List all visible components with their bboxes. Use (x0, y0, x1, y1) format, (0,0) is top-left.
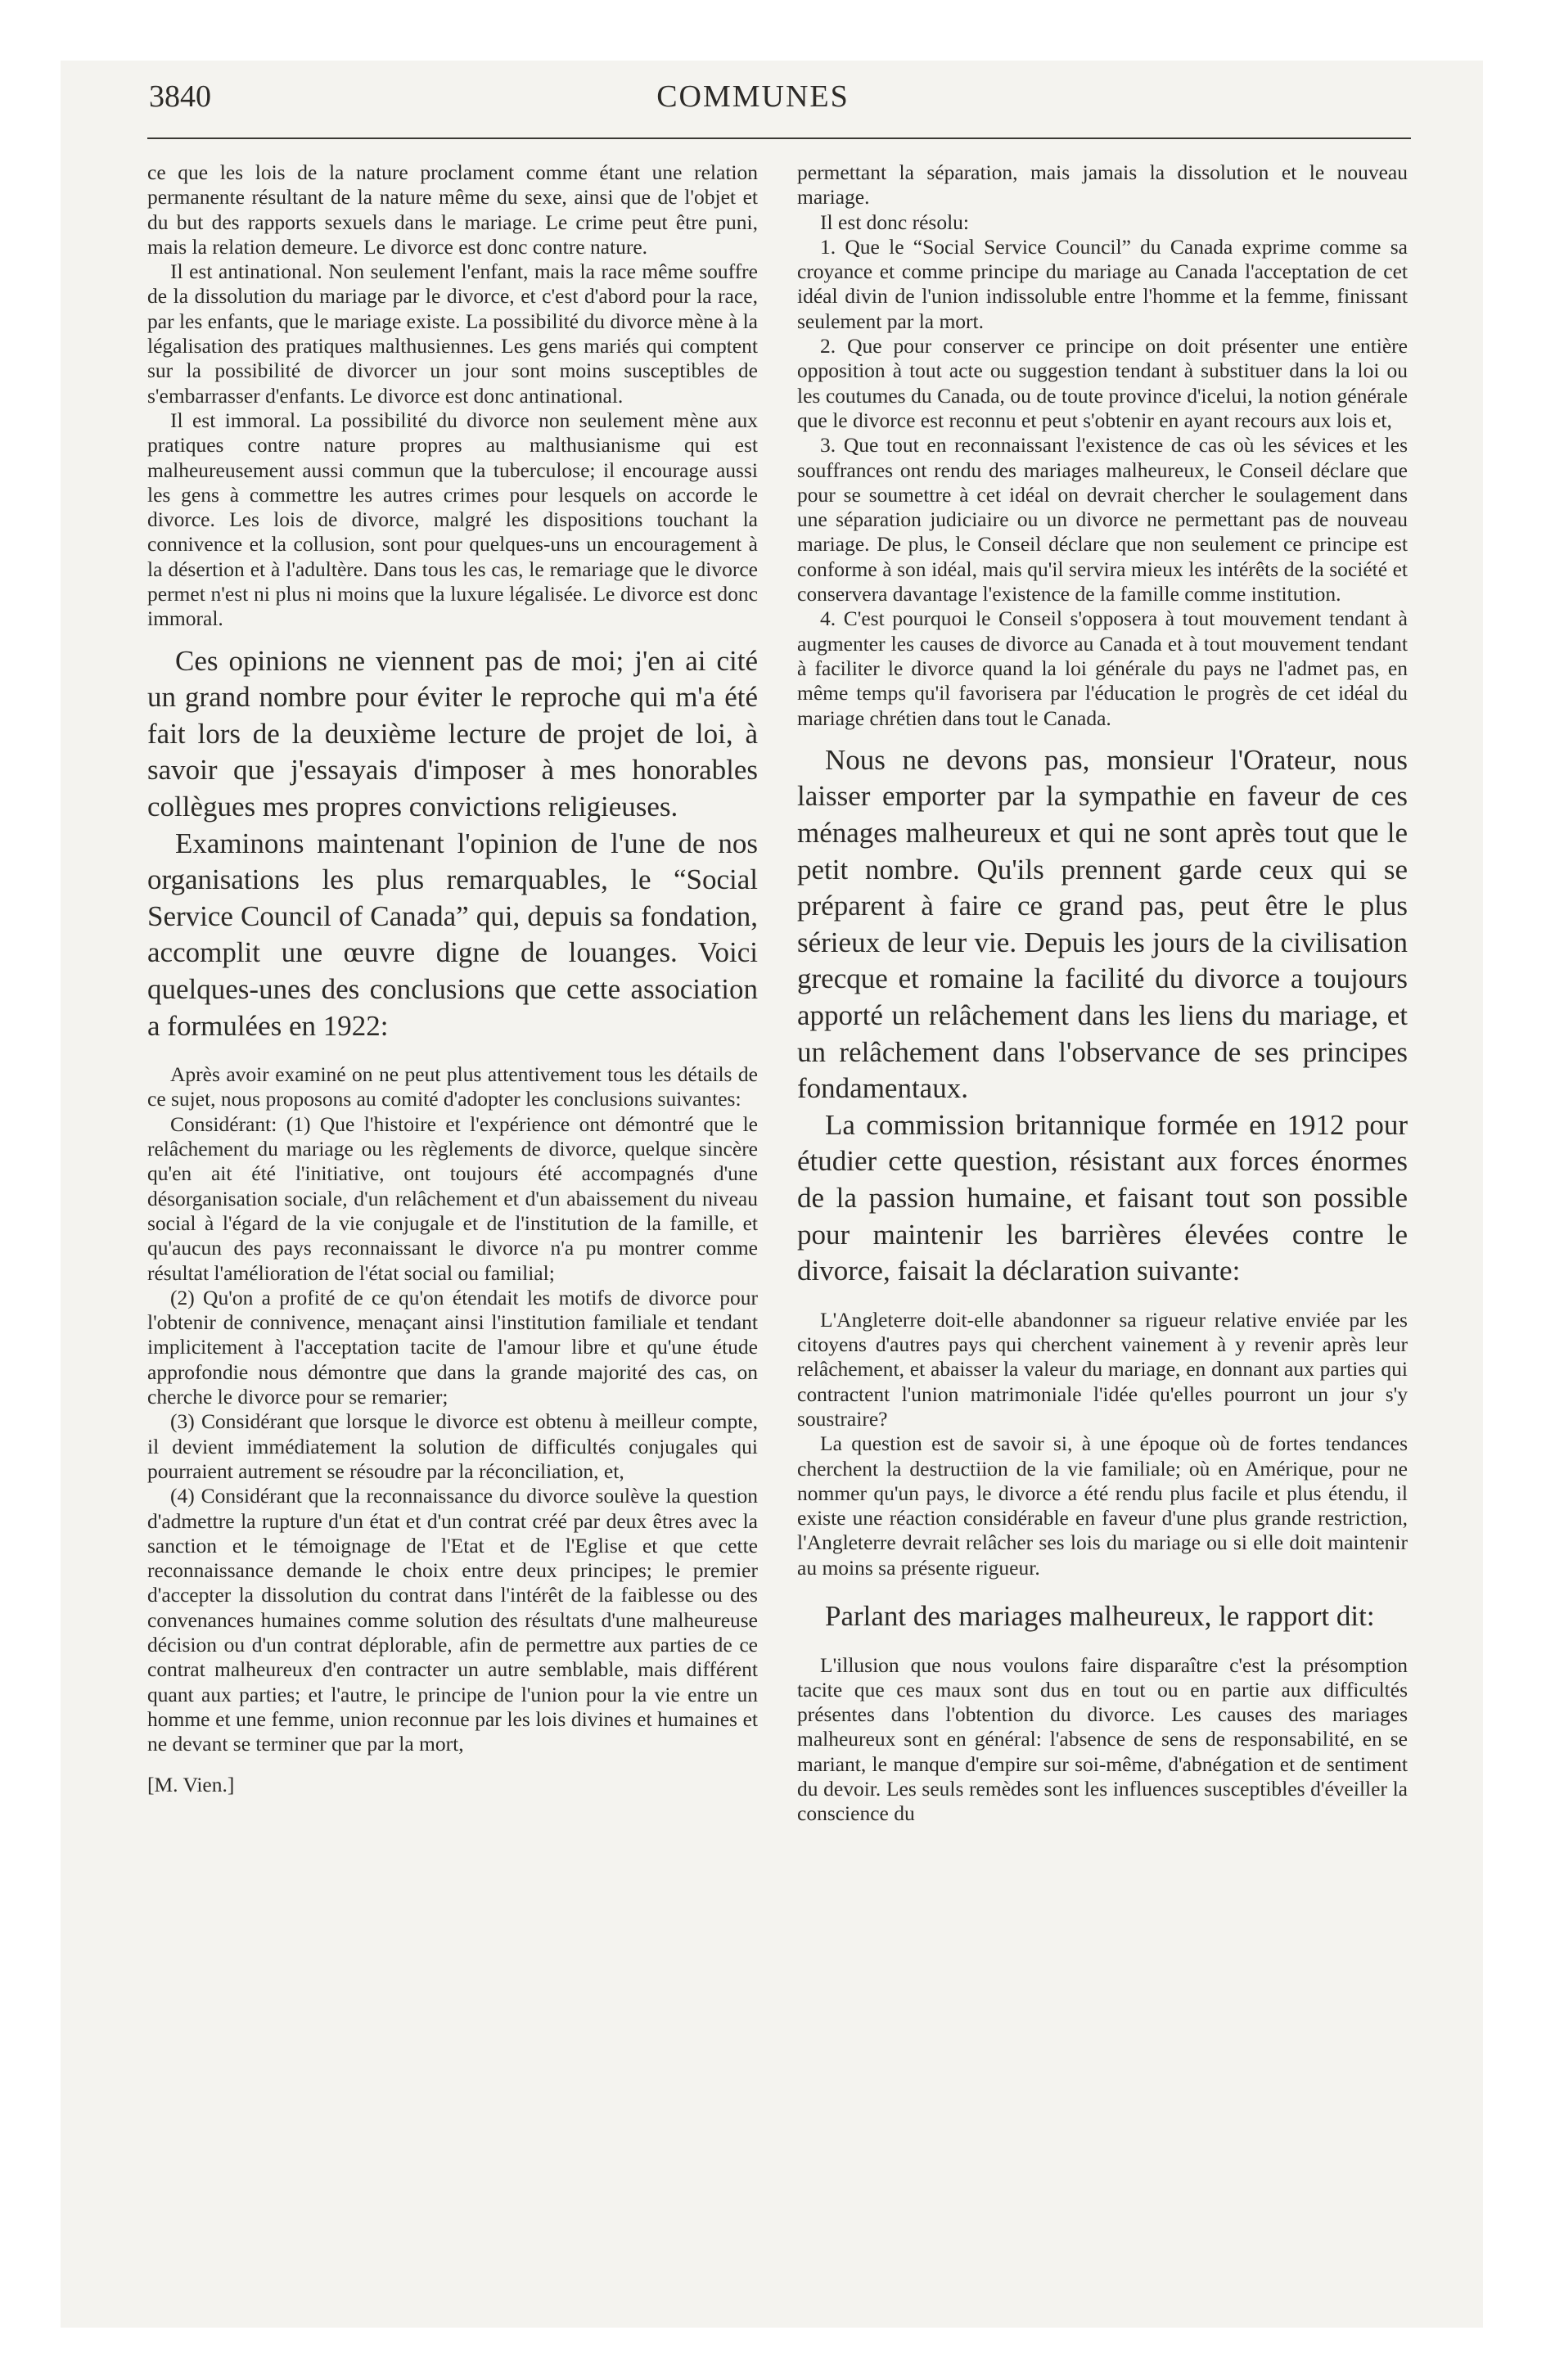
speech-paragraph: Nous ne devons pas, monsieur l'Orateur, nous laisser emporter par la sympathie en faveur de ces ménages malheureux et qui ne sont après tout que le petit nombre. Qu'ils prennent garde ceux qui se préparent à faire ce grand pas, peut être le plus sérieux de leur vie. Depuis les jours de la civilisation grecque et romaine la facilité du divorce a toujours apporté un relâchement dans les liens du mariage, et un relâchement dans l'observance de ses principes fondamentaux. (797, 743, 1408, 1105)
quote-paragraph: (3) Considérant que lorsque le divorce est obtenu à meilleur compte, il devient immédiatement la solution de difficultés conjugales qui pourraient autrement se résoudre par la réconciliation, et, (147, 1409, 758, 1483)
speech-paragraph: Examinons maintenant l'opinion de l'une de nos organisations les plus remarquables, le “Social Service Council of Canada” qui, depuis sa fondation, accomplit une œuvre digne de louanges. Voici quelques-unes des conclusions que cette association a formulées en 1922: (147, 827, 758, 1042)
quote-paragraph: Il est antinational. Non seulement l'enfant, mais la race même souffre de la dissolution du mariage par le divorce, et c'est d'abord pour la race, par les enfants, que le mariage existe. La possibilité du divorce mène à la légalisation des pratiques malthusiennes. Les gens mariés qui comptent sur la possibilité de divorcer un jour sont moins susceptibles de s'embarrasser d'enfants. Le divorce est donc antinational. (147, 259, 758, 408)
quote-paragraph: ce que les lois de la nature proclament comme étant une relation permanente résultant de la nature même du sexe, ainsi que de l'objet et du but des rapports sexuels dans le mariage. Le crime peut être puni, mais la relation demeure. Le divorce est donc contre nature. (147, 160, 758, 259)
quote-paragraph: Il est donc résolu: (820, 210, 969, 234)
quote-paragraph: permettant la séparation, mais jamais la dissolution et le nouveau mariage. (797, 160, 1408, 210)
speech-paragraph: La commission britannique formée en 1912 pour étudier cette question, résistant aux forces énormes de la passion humaine, et faisant tout son possible pour maintenir les barrières élevées contre le divorce, faisait la déclaration suivante: (797, 1108, 1408, 1287)
quote-block (147, 1062, 758, 1756)
quote-paragraph: La question est de savoir si, à une époque où de fortes tendances cherchent la destructiion de la vie familiale; où en Amérique, pour ne nommer qu'un pays, le divorce a été rendu plus facile et plus étendu, il existe une réaction considérable en faveur d'une plus grande restriction, l'Angleterre devrait relâcher ses lois du mariage ou si elle doit maintenir au moins sa présente rigueur. (797, 1431, 1408, 1580)
speech-paragraph: Parlant des mariages malheureux, le rapport dit: (825, 1600, 1375, 1632)
quote-paragraph: Après avoir examiné on ne peut plus attentivement tous les détails de ce sujet, nous proposons au comité d'adopter les conclusions suivantes: (147, 1062, 758, 1111)
quote-paragraph: (4) Considérant que la reconnaissance du divorce soulève la question d'admettre la rupture d'un état et d'un contrat créé par deux êtres avec la sanction et le témoignage de l'Etat et de l'Eglise et que cette reconnaissance demande le choix entre deux principes; le premier d'accepter la dissolution du contrat dans l'intérêt de la faiblesse ou des convenances humaines comme solution des résultats d'une malheureuse décision ou d'un contrat déplorable, afin de permettre aux parties de ce contrat malheureux d'en contracter un autre semblable, mais différent quant aux parties; et l'autre, le principe de l'union pour la vie entre un homme et une femme, union reconnue par les lois divines et humaines et ne devant se terminer que par la mort, (147, 1484, 758, 1756)
quote-block (797, 1653, 1408, 1827)
speech-block (797, 1598, 1408, 1635)
page-header (90, 79, 1416, 124)
quote-paragraph: L'Angleterre doit-elle abandonner sa rigueur relative enviée par les citoyens d'autres pays qui cherchent vainement à y revenir après leur relâchement, et abaisser la valeur du mariage, en donnant aux parties qui contractent l'union matrimoniale l'idée qu'elles pourront un jour s'y soustraire? (797, 1307, 1408, 1431)
quote-block (797, 160, 1408, 731)
speech-block (147, 643, 758, 1045)
page-number: 3840 (149, 79, 211, 114)
quote-paragraph: 1. Que le “Social Service Council” du Canada exprime comme sa croyance et comme principe du mariage au Canada l'acceptation de cet idéal divin de l'union indissoluble entre l'homme et la femme, finissant seulement par la mort. (797, 234, 1408, 333)
running-title: COMMUNES (656, 79, 850, 114)
quote-block (797, 1308, 1408, 1580)
header-rule (147, 137, 1411, 139)
quote-paragraph: (2) Qu'on a profité de ce qu'on étendait les motifs de divorce pour l'obtenir de connivence, menaçant ainsi l'institution familiale et tendant implicitement à l'acceptation tacite de l'amour libre et qu'une étude approfondie nous démontre que dans la grande majorité des cas, on cherche le divorce pour se remarier; (147, 1285, 758, 1409)
speaker-reference: [M. Vien.] (147, 1773, 235, 1797)
speech-paragraph: Ces opinions ne viennent pas de moi; j'en ai cité un grand nombre pour éviter le reproche qui m'a été fait lors de la deuxième lecture de projet de loi, à savoir que j'essayais d'imposer à mes honorables collègues mes propres convictions religieuses. (147, 644, 758, 823)
quote-paragraph: 4. C'est pourquoi le Conseil s'opposera à tout mouvement tendant à augmenter les causes de divorce au Canada et à tout mouvement tendant à faciliter le divorce quand la loi générale du pays ne l'admet pas, en même temps qu'il favorisera par l'éducation le progrès de cet idéal du mariage chrétien dans tout le Canada. (797, 606, 1408, 730)
quote-paragraph: Il est immoral. La possibilité du divorce non seulement mène aux pratiques contre nature propres au malthusianisme qui est malheureusement aussi commun que la tuberculose; il encourage aussi les gens à commettre les autres crimes pour lesquels on accorde le divorce. Les lois de divorce, malgré les dispositions touchant la connivence et la collusion, sont pour quelques-uns un encouragement à la désertion et à l'adultère. Dans tous les cas, le remariage que le divorce permet n'est ni plus ni moins que la luxure légalisée. Le divorce est donc immoral. (147, 408, 758, 631)
right-column (797, 160, 1408, 1827)
quote-paragraph: Considérant: (1) Que l'histoire et l'expérience ont démontré que le relâchement du mariage ou les règlements de divorce, quelque sincère qu'en ait été l'initiative, ont toujours été accompagnés d'une désorganisation sociale, d'un relâchement et d'un abaissement du niveau social à l'égard de la vie conjugale et de l'institution de la famille, et qu'aucun des pays reconnaissant le divorce n'a pu montrer comme résultat l'amélioration de l'état social ou familial; (147, 1111, 758, 1285)
speech-block (797, 742, 1408, 1290)
left-column (147, 160, 758, 1797)
quote-block (147, 160, 758, 632)
quote-paragraph: L'illusion que nous voulons faire disparaître c'est la présomption tacite que ces maux sont dus en tout ou en partie aux difficultés présentes dans l'obtention du divorce. Les causes des mariages malheureux sont en général: l'absence de sens de responsabilité, en se mariant, le manque d'empire sur soi-même, d'abnégation et de sentiment du devoir. Les seuls remèdes sont les influences susceptibles d'éveiller la conscience du (797, 1652, 1408, 1826)
quote-paragraph: 2. Que pour conserver ce principe on doit présenter une entière opposition à tout acte ou suggestion tendant à substituer dans la loi ou les coutumes du Canada, ou de toute province d'icelui, la notion générale que le divorce est reconnu et peut s'obtenir en ayant recours aux lois et, (797, 334, 1408, 432)
quote-paragraph: 3. Que tout en reconnaissant l'existence de cas où les sévices et les souffrances ont rendu des mariages malheureux, le Conseil déclare que pour se soumettre à cet idéal on devrait chercher le soulagement dans une séparation judiciaire ou un divorce ne permettant pas de nouveau mariage. De plus, le Conseil déclare que non seulement ce principe est conforme à son idéal, mais qu'il servira mieux les intérêts de la société et conservera davantage l'existence de la famille comme institution. (797, 433, 1408, 606)
